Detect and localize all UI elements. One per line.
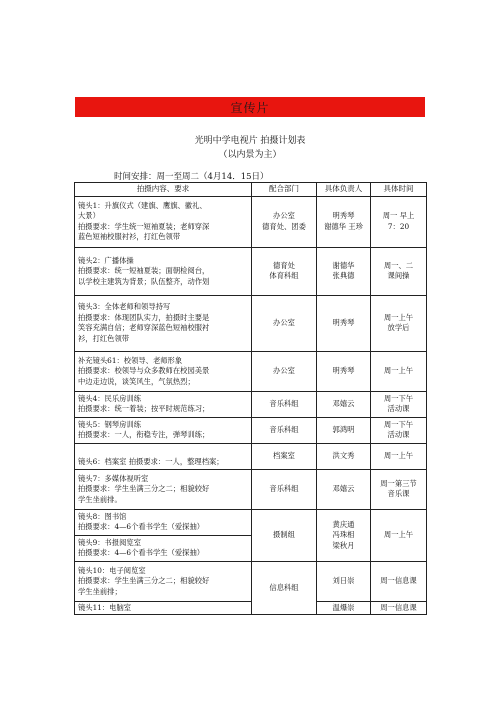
table-header-row xyxy=(75,183,427,197)
person-cell: 洪文秀 xyxy=(317,443,371,469)
plan-title: 光明中学电视片 拍摄计划表 xyxy=(194,136,306,146)
dept-cell: 信息科组 xyxy=(252,561,317,615)
table-row xyxy=(75,417,427,443)
content-cell: 镜头1：升旗仪式（建旗、鹰旗、徽礼、 大景） 拍摄要求：学生统一短袖夏装；老师穿深 蓝色短袖校服衬衫，打红色领带 xyxy=(75,196,252,247)
content-cell: 镜头7：多媒体视听室 拍摄要求：学生坐满三分之二；相貌较好 学生坐前排。 xyxy=(75,469,252,509)
table-row xyxy=(75,469,427,509)
person-cell: 刘日崇 xyxy=(317,561,371,601)
person-cell: 郭鸿明 xyxy=(317,417,371,443)
person-cell: 明秀琴 谢德华 王珍 xyxy=(317,196,371,247)
shooting-plan-table xyxy=(74,182,427,615)
content-cell: 镜头4：民乐房训练 拍摄要求：统一着装；按平时规范练习； xyxy=(75,391,252,417)
content-cell: 镜头6：档案室 拍摄要求：一人，整理档案； xyxy=(75,443,252,469)
content-cell: 补充镜头61：校领导、老师形象 拍摄要求：校领导与众多教师在校园美景 中边走边说，谈笑风生，气氛热烈； xyxy=(75,351,252,391)
banner-title: 宣传片 xyxy=(230,101,270,115)
header-person: 具体负责人 xyxy=(317,183,371,197)
dept-cell: 音乐科组 xyxy=(252,391,317,417)
header-dept: 配合部门 xyxy=(252,183,317,197)
table-row xyxy=(75,295,427,351)
time-cell: 周一上午 放学后 xyxy=(371,295,427,351)
content-cell: 镜头10：电子阅览室 拍摄要求：学生坐满三分之二；相貌较好 学生坐前排； xyxy=(75,561,252,601)
table-row xyxy=(75,391,427,417)
dept-cell: 档案室 xyxy=(252,443,317,469)
schedule-line: 时间安排：周一至周二（4月14．15日） xyxy=(114,172,269,182)
time-cell: 周一第三节 音乐课 xyxy=(371,469,427,509)
dept-cell: 德育处 体育科组 xyxy=(252,247,317,295)
table-row xyxy=(75,351,427,391)
time-cell: 周一 早上 7：20 xyxy=(371,196,427,247)
table-row xyxy=(75,561,427,601)
time-cell: 周一下午 活动课 xyxy=(371,391,427,417)
time-cell: 周一上午 xyxy=(371,509,427,561)
content-cell: 镜头5：钢琴房训练 拍摄要求：一人，衔稳专注，弹琴训练； xyxy=(75,417,252,443)
dept-cell: 办公室 德育处、团委 xyxy=(252,196,317,247)
table-row xyxy=(75,509,427,535)
person-cell: 谢德华 张典德 xyxy=(317,247,371,295)
person-cell: 黄庆通 冯珠相 梁秋月 xyxy=(317,509,371,561)
dept-cell: 办公室 xyxy=(252,351,317,391)
title-banner xyxy=(75,97,425,117)
dept-cell: 办公室 xyxy=(252,295,317,351)
plan-subtitle: （以内景为主） xyxy=(218,150,282,160)
content-cell: 镜头8：图书馆 拍摄要求：4—6个看书学生（爱探抽） xyxy=(75,509,252,535)
dept-cell: 音乐科组 xyxy=(252,417,317,443)
person-cell: 邓嬉云 xyxy=(317,391,371,417)
time-cell: 周一上午 xyxy=(371,351,427,391)
person-cell: 明秀琴 xyxy=(317,295,371,351)
table-row xyxy=(75,196,427,247)
header-content: 拍摄内容、要求 xyxy=(75,183,252,197)
time-cell: 周一信息课 xyxy=(371,601,427,615)
table-row xyxy=(75,601,427,615)
dept-cell: 摄制组 xyxy=(252,509,317,561)
table-row xyxy=(75,443,427,469)
person-cell: 明秀琴 xyxy=(317,351,371,391)
time-cell: 周一信息课 xyxy=(371,561,427,601)
content-cell: 镜头2：广播体操 拍摄要求：统一短袖夏装；面朝检阅台， 以学校主建筑为背景；队伍整齐，动作划 xyxy=(75,247,252,295)
time-cell: 周一下午 活动课 xyxy=(371,417,427,443)
dept-cell: 音乐科组 xyxy=(252,469,317,509)
header-time: 具体时间 xyxy=(371,183,427,197)
person-cell: 邓嬉云 xyxy=(317,469,371,509)
time-cell: 周一、二 课间操 xyxy=(371,247,427,295)
content-cell: 镜头3：全体老师和领导持写 拍摄要求：体现团队实力，拍摄时主要是 笑容充满自信；老师穿深蓝色短袖校服衬 衫，打红色领带 xyxy=(75,295,252,351)
table-row xyxy=(75,247,427,295)
time-cell: 周一上午 xyxy=(371,443,427,469)
content-cell: 镜头9：书报阅览室 拍摄要求：4—6个看书学生（爱探抽） xyxy=(75,535,252,561)
person-cell: 温爆崇 xyxy=(317,601,371,615)
content-cell: 镜头11：电脑室 xyxy=(75,601,252,615)
